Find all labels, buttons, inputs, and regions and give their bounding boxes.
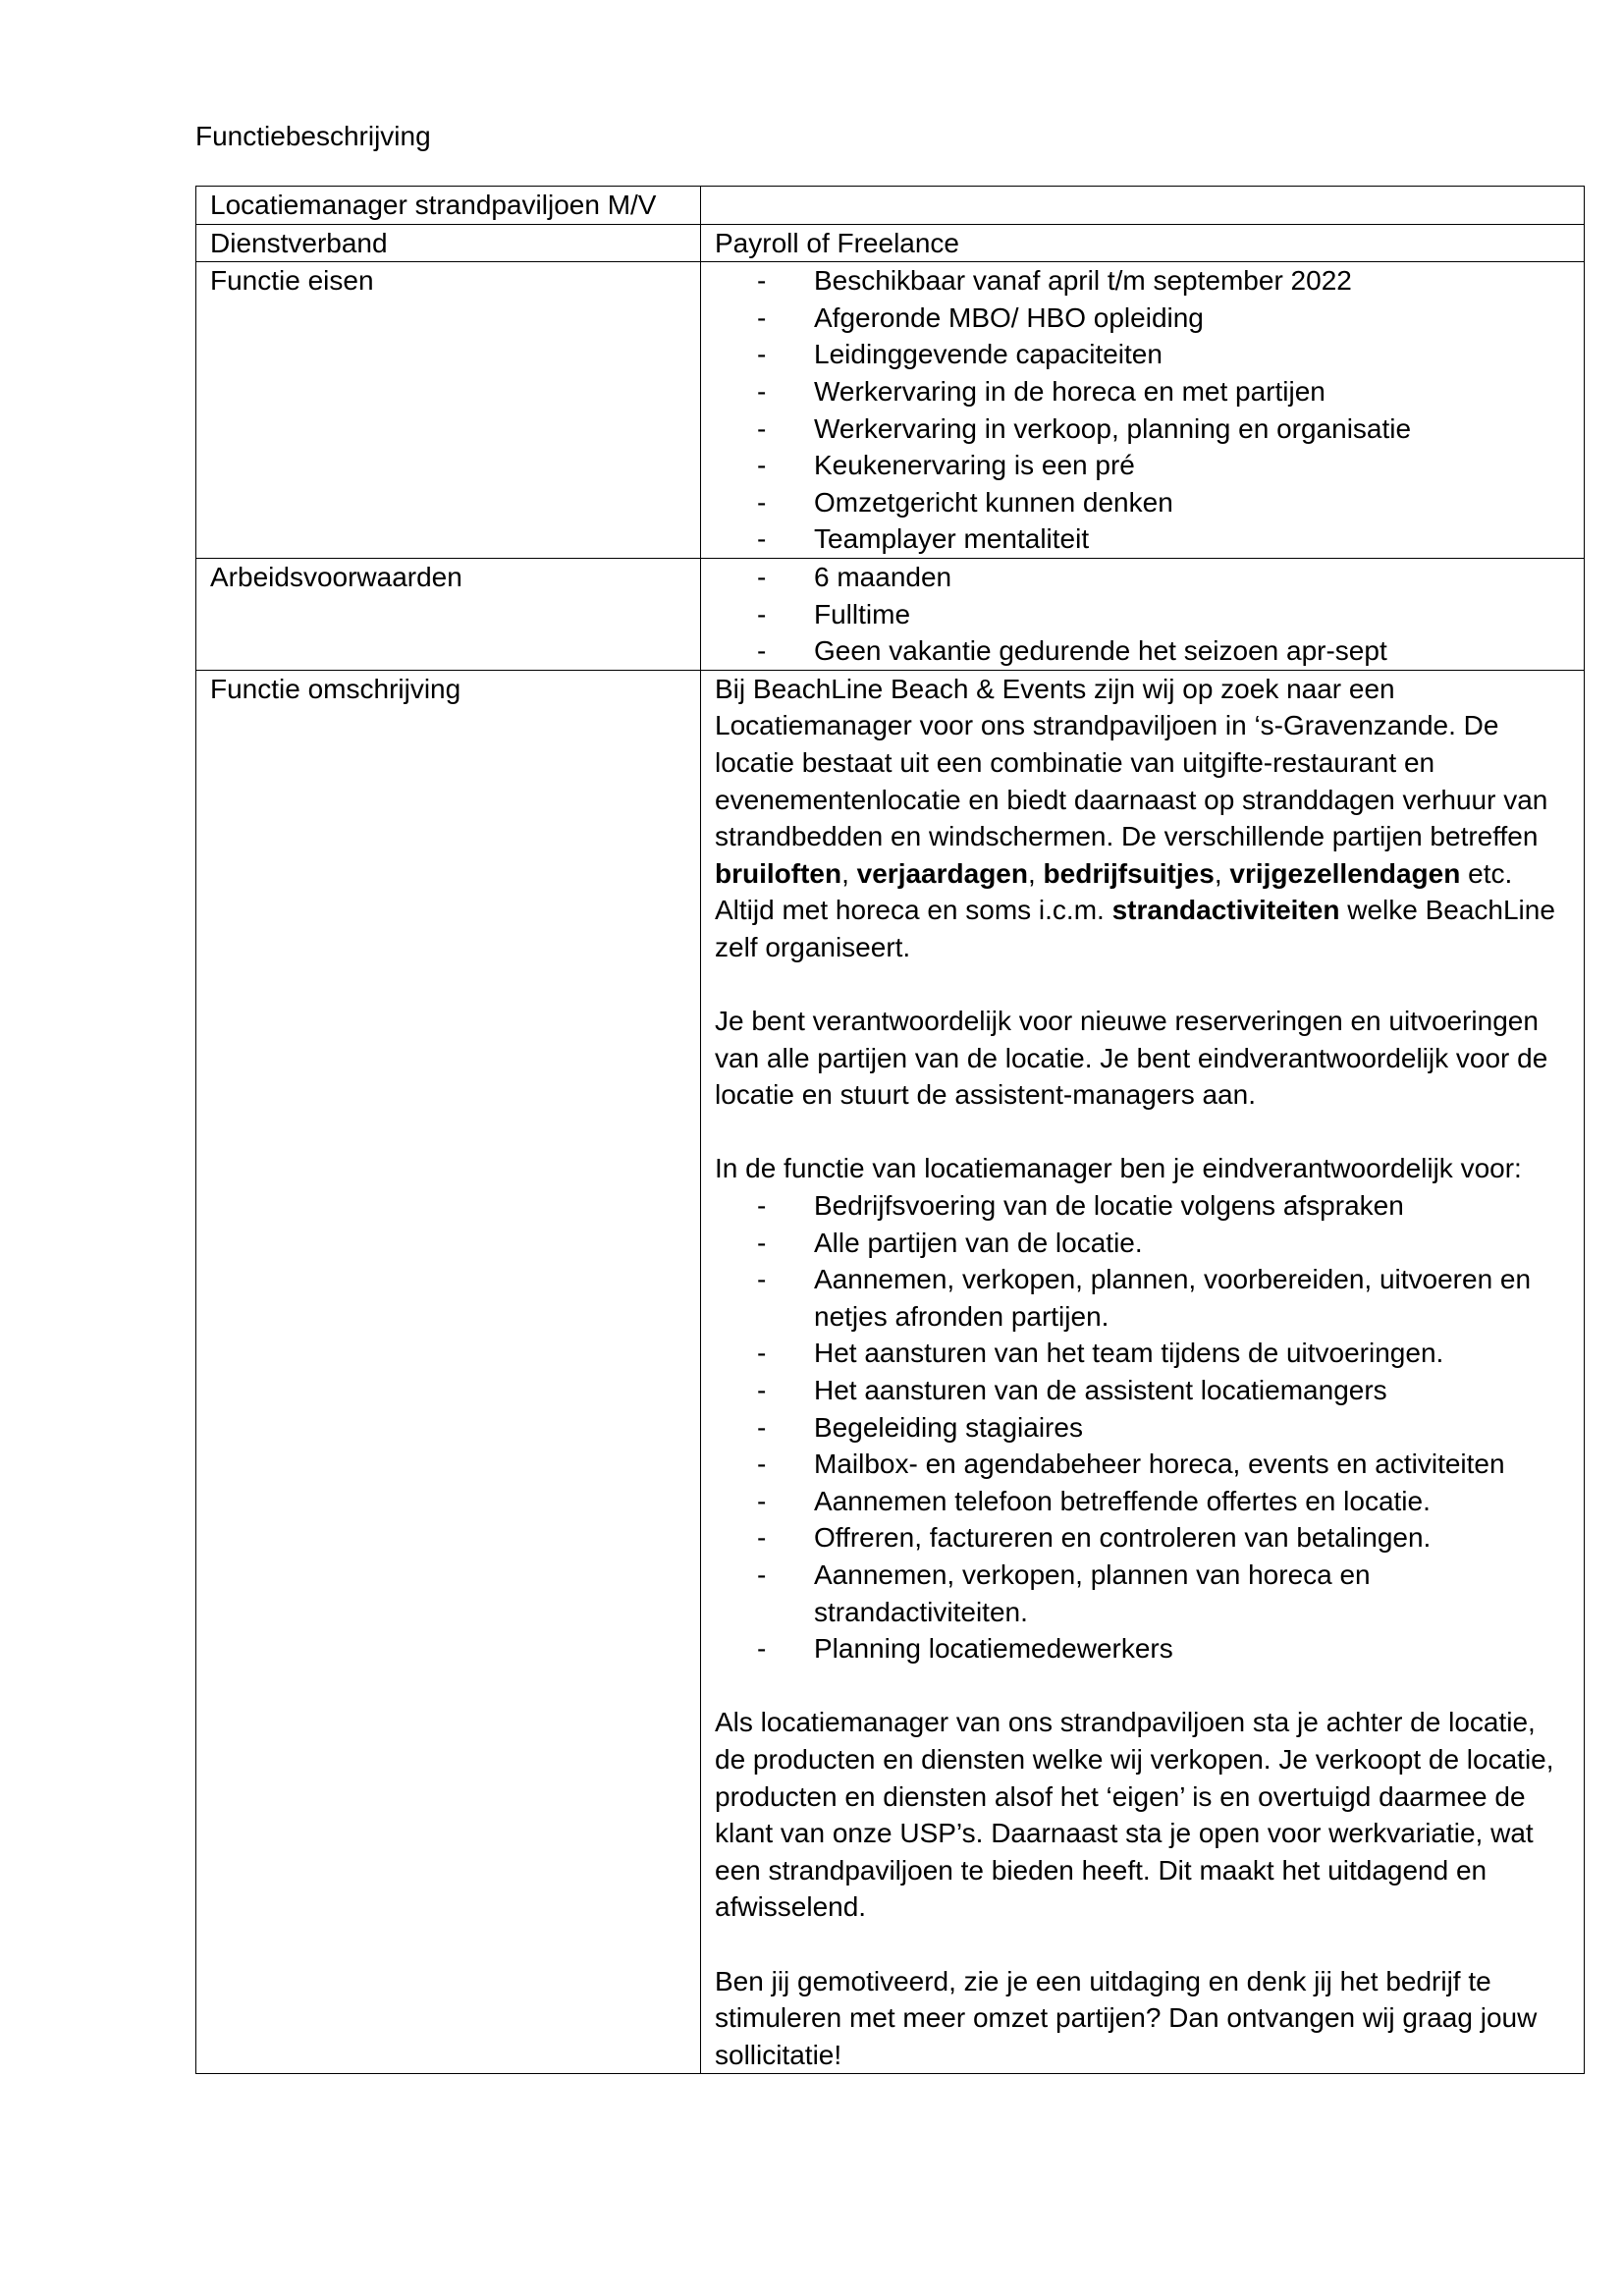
list-item: - Offreren, factureren en controleren van betalingen.	[814, 1519, 1570, 1557]
functie-eisen-value	[701, 262, 1585, 559]
list-item: - Afgeronde MBO/ HBO opleiding	[814, 300, 1570, 337]
table-row-functie-omschrijving	[196, 670, 1585, 2074]
functie-eisen-label: Functie eisen	[196, 262, 701, 559]
dienstverband-value: Payroll of Freelance	[701, 224, 1585, 262]
dienstverband-label: Dienstverband	[196, 224, 701, 262]
functie-omschrijving-label: Functie omschrijving	[196, 670, 701, 2074]
list-item: - Teamplayer mentaliteit	[814, 520, 1570, 558]
list-item: - Alle partijen van de locatie.	[814, 1225, 1570, 1262]
bold-bruiloften: bruiloften	[715, 857, 842, 889]
functie-omschrijving-value	[701, 670, 1585, 2074]
separator: ,	[1214, 857, 1230, 889]
closing-paragraph: Ben jij gemotiveerd, zie je een uitdaging en denk jij het bedrijf te stimuleren met meer omzet partijen? Dan ontvangen wij graag jouw sollicitatie!	[715, 1965, 1538, 2070]
separator: ,	[1027, 857, 1044, 889]
list-item: - Aannemen telefoon betreffende offertes en locatie.	[814, 1483, 1570, 1520]
paragraph-spacer	[715, 1114, 1570, 1151]
arbeidsvoorwaarden-list	[715, 559, 1570, 670]
paragraph-spacer	[715, 1926, 1570, 1963]
locatiemanager-paragraph: Als locatiemanager van ons strandpaviljoen sta je achter de locatie, de producten en diensten welke wij verkopen. Je verkoopt de locatie, producten en diensten alsof het ‘eigen’ is en overtuigd daarmee de klant van onze USP’s. Daarnaast sta je open voor werkvariatie, wat een strandpaviljoen te bieden heeft. Dit maakt het uitdagend en afwisselend.	[715, 1707, 1554, 1923]
paragraph-spacer	[715, 1667, 1570, 1705]
list-item: - Bedrijfsvoering van de locatie volgens afspraken	[814, 1187, 1570, 1225]
list-item: - Beschikbaar vanaf april t/m september 2022	[814, 262, 1570, 300]
list-item: - Het aansturen van het team tijdens de uitvoeringen.	[814, 1335, 1570, 1372]
table-row-title	[196, 187, 1585, 225]
paragraph-spacer	[715, 965, 1570, 1003]
table-row-dienstverband	[196, 224, 1585, 262]
job-description-table	[195, 186, 1585, 2074]
job-title-value	[701, 187, 1585, 225]
bold-verjaardagen: verjaardagen	[856, 857, 1028, 889]
job-title-label: Locatiemanager strandpaviljoen M/V	[196, 187, 701, 225]
list-item: - Keukenervaring is een pré	[814, 447, 1570, 484]
arbeidsvoorwaarden-value	[701, 558, 1585, 670]
bold-strandactiviteiten: strandactiviteiten	[1111, 895, 1340, 926]
bold-bedrijfsuitjes: bedrijfsuitjes	[1043, 857, 1215, 889]
responsibilities-list	[715, 1187, 1570, 1667]
list-item: - Leidinggevende capaciteiten	[814, 336, 1570, 373]
list-item: - Het aansturen van de assistent locatiemangers	[814, 1372, 1570, 1409]
list-intro-paragraph: In de functie van locatiemanager ben je eindverantwoordelijk voor:	[715, 1153, 1522, 1184]
list-item: - Geen vakantie gedurende het seizoen apr-sept	[814, 632, 1570, 670]
intro-paragraph	[715, 671, 1570, 966]
intro-text: welke BeachLine zelf organiseert.	[715, 895, 1555, 962]
list-item: - Aannemen, verkopen, plannen, voorbereiden, uitvoeren en netjes afronden partijen.	[814, 1261, 1570, 1335]
arbeidsvoorwaarden-label: Arbeidsvoorwaarden	[196, 558, 701, 670]
list-item: - Werkervaring in de horeca en met partijen	[814, 373, 1570, 410]
list-item: - Planning locatiemedewerkers	[814, 1630, 1570, 1667]
responsibility-paragraph: Je bent verantwoordelijk voor nieuwe reserveringen en uitvoeringen van alle partijen van de locatie. Je bent eindverantwoordelijk voor de locatie en stuurt de assistent-managers aan.	[715, 1006, 1548, 1111]
table-row-functie-eisen	[196, 262, 1585, 559]
functie-eisen-list	[715, 262, 1570, 558]
list-item: - Omzetgericht kunnen denken	[814, 484, 1570, 521]
intro-text: etc. Altijd met horeca en soms i.c.m.	[715, 857, 1513, 926]
list-item: - 6 maanden	[814, 559, 1570, 596]
page-title: Functiebeschrijving	[195, 121, 431, 151]
list-item: - Begeleiding stagiaires	[814, 1409, 1570, 1447]
separator: ,	[841, 857, 857, 889]
list-item: - Aannemen, verkopen, plannen van horeca en strandactiviteiten.	[814, 1557, 1570, 1630]
intro-text: Bij BeachLine Beach & Events zijn wij op zoek naar een Locatiemanager voor ons strandpaviljoen in ‘s-Gravenzande. De locatie bestaat uit een combinatie van uitgifte-restaurant en evenementenlocatie en biedt daarnaast op stranddagen verhuur van strandbedden en windschermen. De verschillende partijen betreffen	[715, 673, 1548, 852]
list-item: - Werkervaring in verkoop, planning en organisatie	[814, 410, 1570, 448]
table-row-arbeidsvoorwaarden	[196, 558, 1585, 670]
list-item: - Mailbox- en agendabeheer horeca, events en activiteiten	[814, 1446, 1570, 1483]
bold-vrijgezellendagen: vrijgezellendagen	[1229, 857, 1461, 889]
list-item: - Fulltime	[814, 596, 1570, 633]
